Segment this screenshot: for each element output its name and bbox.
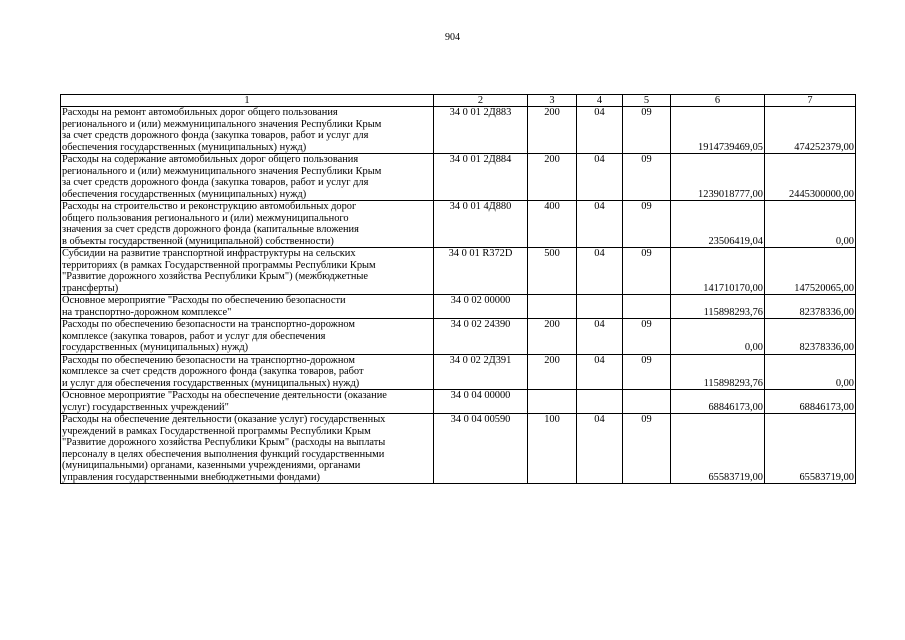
header-cell: 4 [577, 95, 623, 107]
row-name-line: Расходы по обеспечению безопасности на транспортно-дорожном [62, 319, 355, 330]
row-name-cell [61, 354, 434, 390]
row-amount-2-cell: 82378336,00 [765, 295, 856, 319]
row-code-cell: 34 0 04 00590 [434, 414, 528, 484]
row-amount-1-cell: 115898293,76 [671, 354, 765, 390]
row-code-cell: 34 0 01 4Д880 [434, 201, 528, 248]
row-col4-cell: 04 [577, 319, 623, 355]
row-amount-2-cell: 0,00 [765, 354, 856, 390]
row-col5-cell: 09 [623, 248, 671, 295]
row-col4-cell: 04 [577, 154, 623, 201]
header-cell: 3 [528, 95, 577, 107]
row-amount-2-cell: 65583719,00 [765, 414, 856, 484]
row-name-line: Расходы на строительство и реконструкцию автомобильных дорог [62, 201, 357, 212]
row-name-line: "Развитие дорожного хозяйства Республики Крым" (расходы на выплаты [62, 437, 386, 448]
row-name-line: в объекты государственной (муниципальной) собственности) [62, 235, 334, 247]
row-col3-cell [528, 390, 577, 414]
row-name-line: учреждений в рамках Государственной программы Республики Крым [62, 425, 371, 437]
row-amount-2-cell: 68846173,00 [765, 390, 856, 414]
row-name-line: трансферты) [62, 282, 119, 294]
row-col4-cell [577, 295, 623, 319]
row-name-line: комплексе (закупка товаров, работ и услуг для обеспечения [62, 330, 326, 342]
table-row [61, 414, 856, 484]
row-name-cell [61, 390, 434, 414]
header-cell: 5 [623, 95, 671, 107]
row-amount-1-cell: 1914739469,05 [671, 107, 765, 154]
row-name-line: Субсидии на развитие транспортной инфраструктуры на сельских [62, 248, 356, 259]
row-amount-1-cell: 0,00 [671, 319, 765, 355]
row-name-line: персоналу в целях обеспечения выполнения функций государственными [62, 448, 385, 460]
header-cell: 7 [765, 95, 856, 107]
budget-table [60, 94, 856, 484]
row-amount-1-cell: 65583719,00 [671, 414, 765, 484]
row-name-line: Расходы на ремонт автомобильных дорог общего пользования [62, 107, 338, 118]
row-name-line: обеспечения государственных (муниципальных) нужд) [62, 141, 307, 153]
row-col5-cell [623, 390, 671, 414]
table-row [61, 201, 856, 248]
row-name-line: услуг) государственных учреждений" [62, 401, 229, 413]
row-col5-cell: 09 [623, 414, 671, 484]
row-name-line: управления государственными внебюджетными фондами) [62, 471, 320, 483]
row-code-cell: 34 0 01 R372D [434, 248, 528, 295]
row-name-line: значения за счет средств дорожного фонда (капитальные вложения [62, 224, 359, 235]
row-name-line: Основное мероприятие "Расходы на обеспечение деятельности (оказание [62, 390, 387, 401]
row-code-cell: 34 0 02 00000 [434, 295, 528, 319]
row-name-cell [61, 107, 434, 154]
row-name-cell [61, 248, 434, 295]
row-name-line: за счет средств дорожного фонда (закупка товаров, работ и услуг для [62, 177, 369, 188]
row-col4-cell [577, 390, 623, 414]
row-col3-cell: 200 [528, 154, 577, 201]
row-name-cell [61, 201, 434, 248]
row-code-cell: 34 0 02 2Д391 [434, 354, 528, 390]
row-col3-cell: 100 [528, 414, 577, 484]
row-name-line: государственных (муниципальных) нужд) [62, 342, 249, 353]
row-code-cell: 34 0 01 2Д884 [434, 154, 528, 201]
table-row [61, 248, 856, 295]
row-name-line: регионального и (или) межмуниципального значения Республики Крым [62, 118, 382, 130]
row-name-line: Основное мероприятие "Расходы по обеспечению безопасности [62, 295, 346, 306]
row-col3-cell [528, 295, 577, 319]
row-amount-2-cell: 82378336,00 [765, 319, 856, 355]
row-name-cell [61, 319, 434, 355]
row-name-line: (муниципальными) органами, казенными учреждениями, органами [62, 460, 361, 471]
page-number: 904 [445, 32, 460, 43]
row-col3-cell: 200 [528, 319, 577, 355]
header-cell: 6 [671, 95, 765, 107]
row-col5-cell: 09 [623, 354, 671, 390]
row-code-cell: 34 0 04 00000 [434, 390, 528, 414]
row-name-cell [61, 154, 434, 201]
row-amount-2-cell: 2445300000,00 [765, 154, 856, 201]
table-row [61, 154, 856, 201]
row-col4-cell: 04 [577, 248, 623, 295]
row-name-line: на транспортно-дорожном комплексе" [62, 306, 232, 318]
row-col3-cell: 400 [528, 201, 577, 248]
row-name-cell [61, 295, 434, 319]
row-name-line: и услуг для обеспечения государственных (муниципальных) нужд) [62, 377, 360, 389]
row-name-line: за счет средств дорожного фонда (закупка товаров, работ и услуг для [62, 130, 369, 141]
table-row [61, 295, 856, 319]
row-name-line: Расходы на обеспечение деятельности (оказание услуг) государственных [62, 414, 386, 425]
row-col3-cell: 200 [528, 107, 577, 154]
row-name-line: комплексе за счет средств дорожного фонда (закупка товаров, работ [62, 366, 364, 377]
row-col4-cell: 04 [577, 201, 623, 248]
row-col5-cell: 09 [623, 319, 671, 355]
row-amount-1-cell: 68846173,00 [671, 390, 765, 414]
row-amount-1-cell: 115898293,76 [671, 295, 765, 319]
row-amount-2-cell: 474252379,00 [765, 107, 856, 154]
row-name-line: Расходы на содержание автомобильных дорог общего пользования [62, 154, 359, 165]
table-row [61, 319, 856, 355]
row-col4-cell: 04 [577, 107, 623, 154]
row-amount-1-cell: 1239018777,00 [671, 154, 765, 201]
table-row [61, 390, 856, 414]
row-col3-cell: 500 [528, 248, 577, 295]
header-cell: 2 [434, 95, 528, 107]
row-amount-1-cell: 23506419,04 [671, 201, 765, 248]
row-name-line: территориях (в рамках Государственной программы Республики Крым [62, 259, 376, 271]
row-col5-cell: 09 [623, 154, 671, 201]
row-name-line: "Развитие дорожного хозяйства Республики Крым") (межбюджетные [62, 271, 368, 282]
row-col5-cell: 09 [623, 201, 671, 248]
table-header-row [61, 95, 856, 107]
table-row [61, 107, 856, 154]
row-code-cell: 34 0 01 2Д883 [434, 107, 528, 154]
row-col3-cell: 200 [528, 354, 577, 390]
row-code-cell: 34 0 02 24390 [434, 319, 528, 355]
row-name-line: регионального и (или) межмуниципального значения Республики Крым [62, 165, 382, 177]
header-cell: 1 [61, 95, 434, 107]
row-col5-cell [623, 295, 671, 319]
row-name-line: общего пользования регионального и (или) межмуниципального [62, 212, 349, 224]
row-name-line: обеспечения государственных (муниципальных) нужд) [62, 188, 307, 200]
row-amount-2-cell: 0,00 [765, 201, 856, 248]
table-row [61, 354, 856, 390]
row-col4-cell: 04 [577, 354, 623, 390]
row-name-line: Расходы по обеспечению безопасности на транспортно-дорожном [62, 354, 355, 366]
row-name-cell [61, 414, 434, 484]
row-amount-2-cell: 147520065,00 [765, 248, 856, 295]
row-amount-1-cell: 141710170,00 [671, 248, 765, 295]
row-col4-cell: 04 [577, 414, 623, 484]
row-col5-cell: 09 [623, 107, 671, 154]
